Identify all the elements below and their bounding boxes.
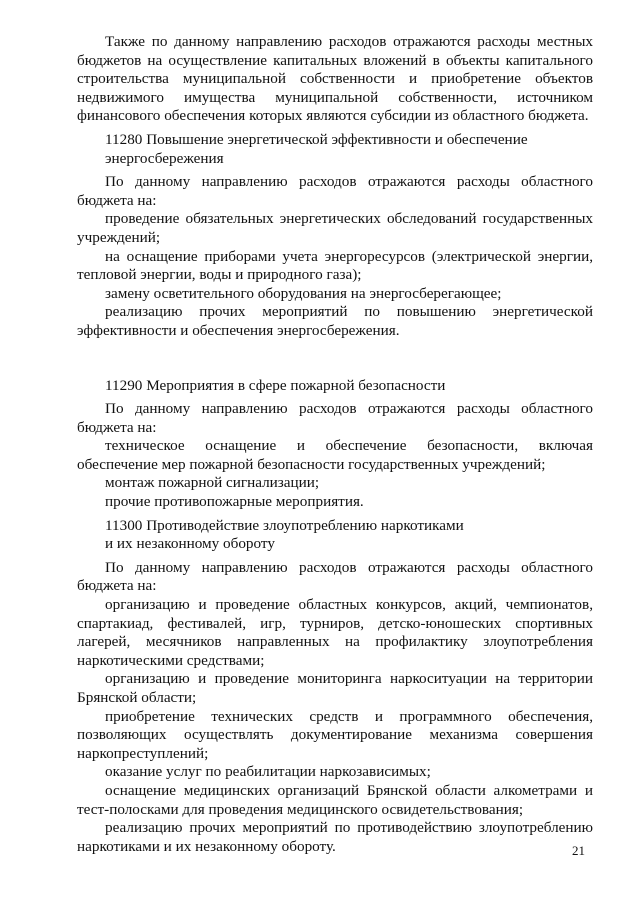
list-item: реализацию прочих мероприятий по противодействию злоупотреблению наркотиками и их незаконному обороту.	[77, 819, 593, 855]
list-item: на оснащение приборами учета энергоресурсов (электрической энергии, тепловой энергии, воды и природного газа);	[77, 247, 593, 284]
list-item: оснащение медицинских организаций Брянской области алкометрами и тест-полосками для проведения медицинского освидетельствования;	[77, 781, 593, 818]
section-heading-11300: 11300 Противодействие злоупотреблению наркотиками	[105, 516, 464, 534]
section-lead: По данному направлению расходов отражаются расходы областного бюджета на:	[77, 558, 593, 595]
intro-paragraph: Также по данному направлению расходов отражаются расходы местных бюджетов на осуществление капитальных вложений в объекты капитального строительства муниципальной собственности и приобретение объектов недвижимого имущества муниципальной собственности, источником финансового обеспечения которых являются субсидии из областного бюджета.	[77, 33, 593, 125]
list-item: организацию и проведение мониторинга наркоситуации на территории Брянской области;	[77, 670, 593, 706]
section-heading-11280-line2: энергосбережения	[105, 149, 224, 167]
list-item: приобретение технических средств и программного обеспечения, позволяющих осуществлять документирование механизма совершения наркопреступлений;	[77, 707, 593, 762]
section-lead: По данному направлению расходов отражаются расходы областного бюджета на:	[77, 400, 593, 436]
list-item: замену осветительного оборудования на энергосберегающее;	[105, 284, 502, 302]
section-heading-11290: 11290 Мероприятия в сфере пожарной безопасности	[105, 376, 446, 394]
section-heading-11280: 11280 Повышение энергетической эффективности и обеспечение	[105, 130, 528, 148]
list-item: организацию и проведение областных конкурсов, акций, чемпионатов, спартакиад, фестивалей, игр, турниров, детско-юношеских спортивных лагерей, месячников направленных на профилактику злоупотребления наркотическими средствами;	[77, 596, 593, 669]
list-item: оказание услуг по реабилитации наркозависимых;	[105, 763, 431, 781]
page-content	[77, 33, 593, 856]
list-item: монтаж пожарной сигнализации;	[105, 474, 320, 492]
list-item: прочие противопожарные мероприятия.	[105, 493, 364, 511]
list-item: реализацию прочих мероприятий по повышению энергетической эффективности и обеспечения энергосбережения.	[77, 303, 593, 339]
page-number: 21	[572, 843, 585, 858]
list-item: проведение обязательных энергетических обследований государственных учреждений;	[77, 210, 593, 246]
section-heading-11300-line2: и их незаконному обороту	[105, 535, 275, 553]
section-lead: По данному направлению расходов отражаются расходы областного бюджета на:	[77, 173, 593, 209]
list-item: техническое оснащение и обеспечение безопасности, включая обеспечение мер пожарной безопасности государственных учреждений;	[77, 437, 593, 473]
